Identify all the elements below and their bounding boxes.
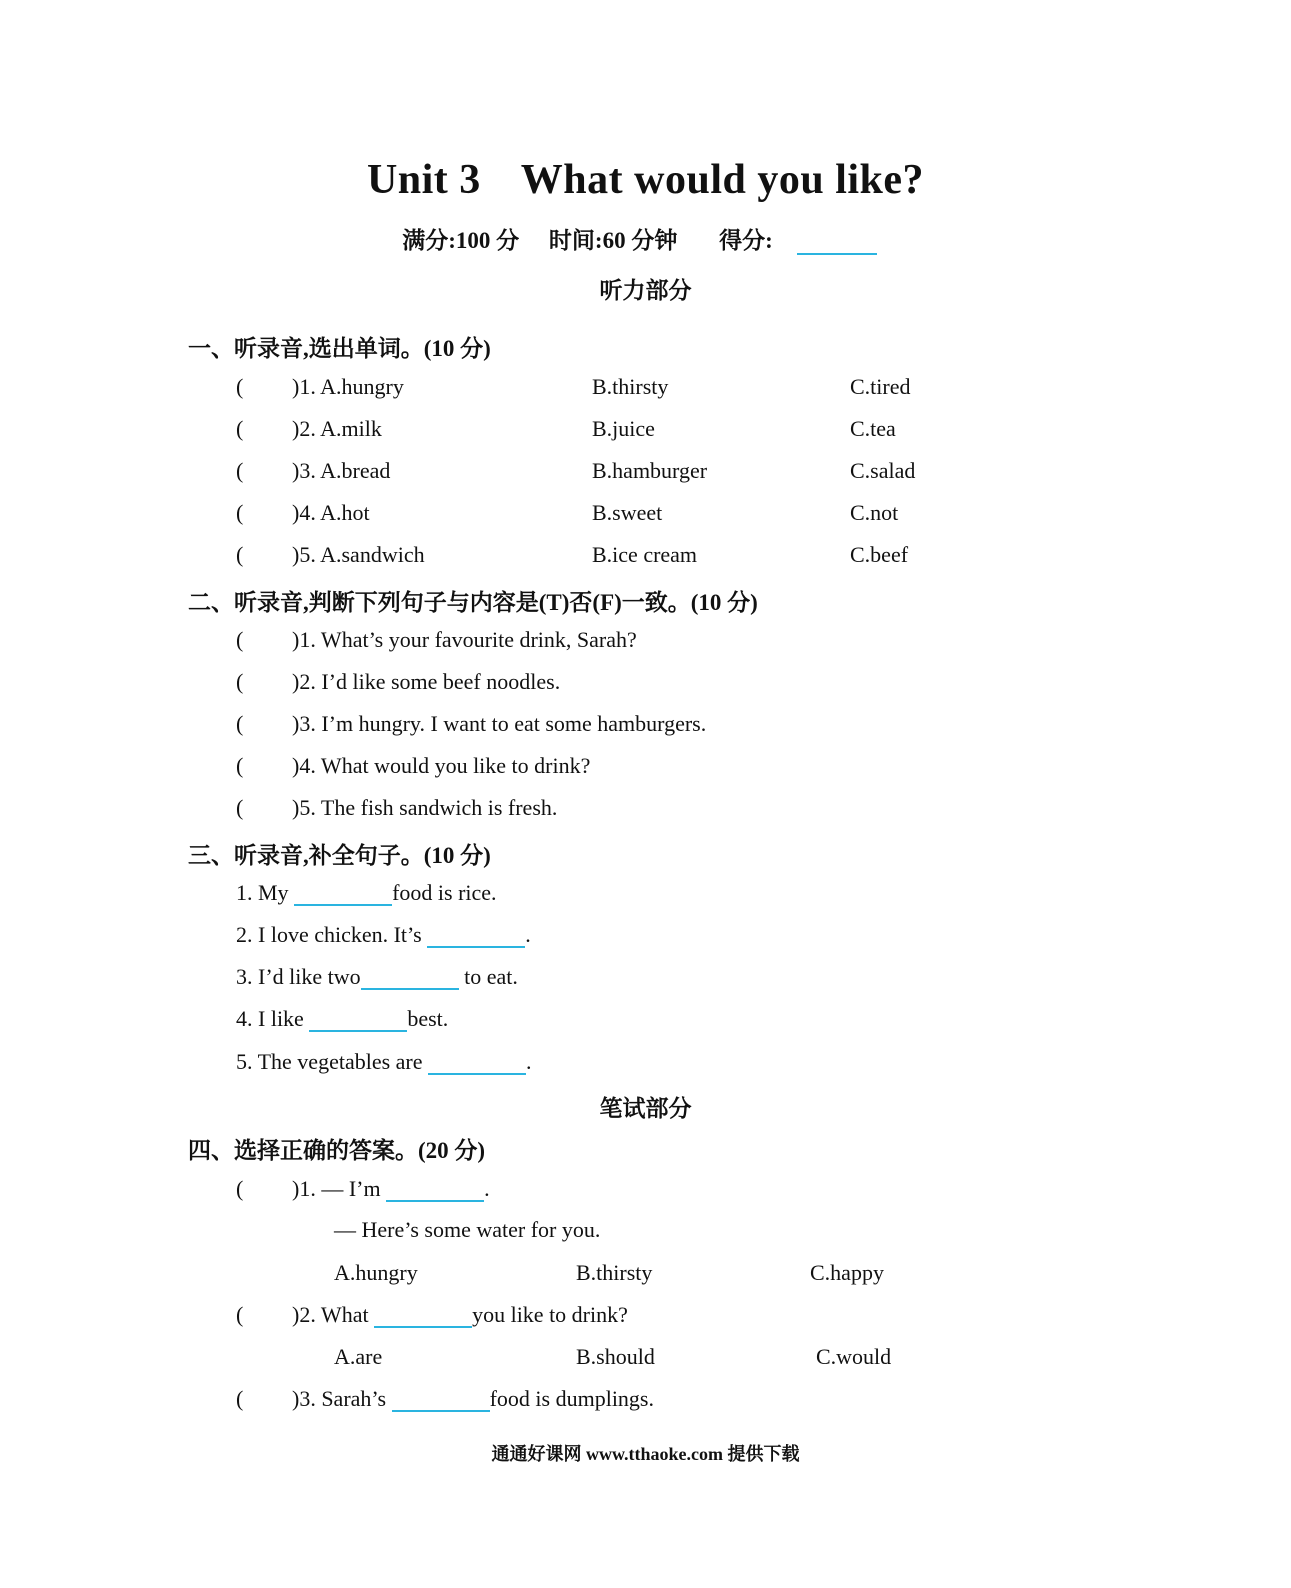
fill-blank[interactable] (392, 1386, 490, 1412)
fill-blank[interactable] (309, 1006, 407, 1032)
s1-q2-b: B.juice (592, 416, 655, 441)
answer-paren[interactable]: ( (236, 500, 244, 525)
answer-paren[interactable]: ( (236, 542, 244, 567)
answer-paren[interactable]: ( (236, 1386, 244, 1411)
section1-heading: 一、听录音,选出单词。(10 分) (188, 336, 491, 361)
s3-q3: 3. I’d like two to eat. (236, 964, 518, 989)
s4-q3: )3. Sarah’s food is dumplings. (292, 1386, 654, 1411)
s1-q3-b: B.hamburger (592, 458, 708, 483)
fill-blank[interactable] (427, 922, 525, 948)
s3-q4: 4. I like best. (236, 1006, 449, 1031)
s2-q1: )1. What’s your favourite drink, Sarah? (292, 627, 637, 652)
s1-q3-c: C.salad (850, 458, 916, 483)
score-field: 得分: (707, 228, 889, 253)
fill-blank[interactable] (386, 1176, 484, 1202)
section4-heading: 四、选择正确的答案。(20 分) (188, 1138, 486, 1163)
section2-heading: 二、听录音,判断下列句子与内容是(T)否(F)一致。(10 分) (188, 590, 758, 615)
s1-q5-c: C.beef (850, 542, 909, 567)
answer-paren[interactable]: ( (236, 416, 244, 441)
s2-q4: )4. What would you like to drink? (292, 753, 591, 778)
fill-blank[interactable] (374, 1302, 472, 1328)
s4-q2-option-b: B.should (576, 1344, 655, 1369)
section3-heading: 三、听录音,补全句子。(10 分) (188, 843, 491, 868)
answer-paren[interactable]: ( (236, 669, 244, 694)
s4-q1-reply: — Here’s some water for you. (334, 1217, 601, 1242)
s1-q4-b: B.sweet (592, 500, 663, 525)
answer-paren[interactable]: ( (236, 711, 244, 736)
footer-source: 通通好课网 www.tthaoke.com 提供下载 (491, 1444, 800, 1464)
s3-q5: 5. The vegetables are . (236, 1049, 532, 1074)
answer-paren[interactable]: ( (236, 795, 244, 820)
s1-q5-a: )5. A.sandwich (292, 542, 425, 567)
answer-paren[interactable]: ( (236, 1302, 244, 1327)
answer-paren[interactable]: ( (236, 1176, 244, 1201)
s4-q2: )2. What you like to drink? (292, 1302, 628, 1327)
listening-part-heading: 听力部分 (599, 278, 692, 303)
answer-paren[interactable]: ( (236, 374, 244, 399)
s3-q2: 2. I love chicken. It’s . (236, 922, 531, 947)
score-blank[interactable] (797, 229, 877, 255)
page-title (0, 156, 1291, 204)
answer-paren[interactable]: ( (236, 753, 244, 778)
fill-blank[interactable] (294, 880, 392, 906)
s4-q1-option-a: A.hungry (334, 1260, 418, 1285)
time-limit: 时间:60 分钟 (548, 228, 678, 253)
answer-paren[interactable]: ( (236, 458, 244, 483)
s1-q2-c: C.tea (850, 416, 896, 441)
fill-blank[interactable] (361, 964, 459, 990)
s1-q4-c: C.not (850, 500, 899, 525)
s1-q1-a: )1. A.hungry (292, 374, 404, 399)
exam-meta (0, 222, 1291, 255)
s1-q1-b: B.thirsty (592, 374, 669, 399)
s1-q1-c: C.tired (850, 374, 911, 399)
s1-q5-b: B.ice cream (592, 542, 698, 567)
s3-q1: 1. My food is rice. (236, 880, 497, 905)
s4-q1: )1. — I’m . (292, 1176, 490, 1201)
full-score: 满分:100 分 (402, 228, 520, 253)
s4-q2-option-a: A.are (334, 1344, 383, 1369)
s2-q3: )3. I’m hungry. I want to eat some hamburgers. (292, 711, 707, 736)
s1-q4-a: )4. A.hot (292, 500, 370, 525)
s1-q3-a: )3. A.bread (292, 458, 391, 483)
s4-q1-option-c: C.happy (810, 1260, 884, 1285)
unit-label: Unit 3 (366, 157, 481, 203)
writing-part-heading: 笔试部分 (599, 1096, 692, 1121)
s2-q5: )5. The fish sandwich is fresh. (292, 795, 558, 820)
s2-q2: )2. I’d like some beef noodles. (292, 669, 561, 694)
fill-blank[interactable] (428, 1049, 526, 1075)
answer-paren[interactable]: ( (236, 627, 244, 652)
unit-name: What would you like? (520, 157, 925, 203)
s1-q2-a: )2. A.milk (292, 416, 382, 441)
s4-q2-option-c: C.would (816, 1344, 892, 1369)
s4-q1-option-b: B.thirsty (576, 1260, 653, 1285)
